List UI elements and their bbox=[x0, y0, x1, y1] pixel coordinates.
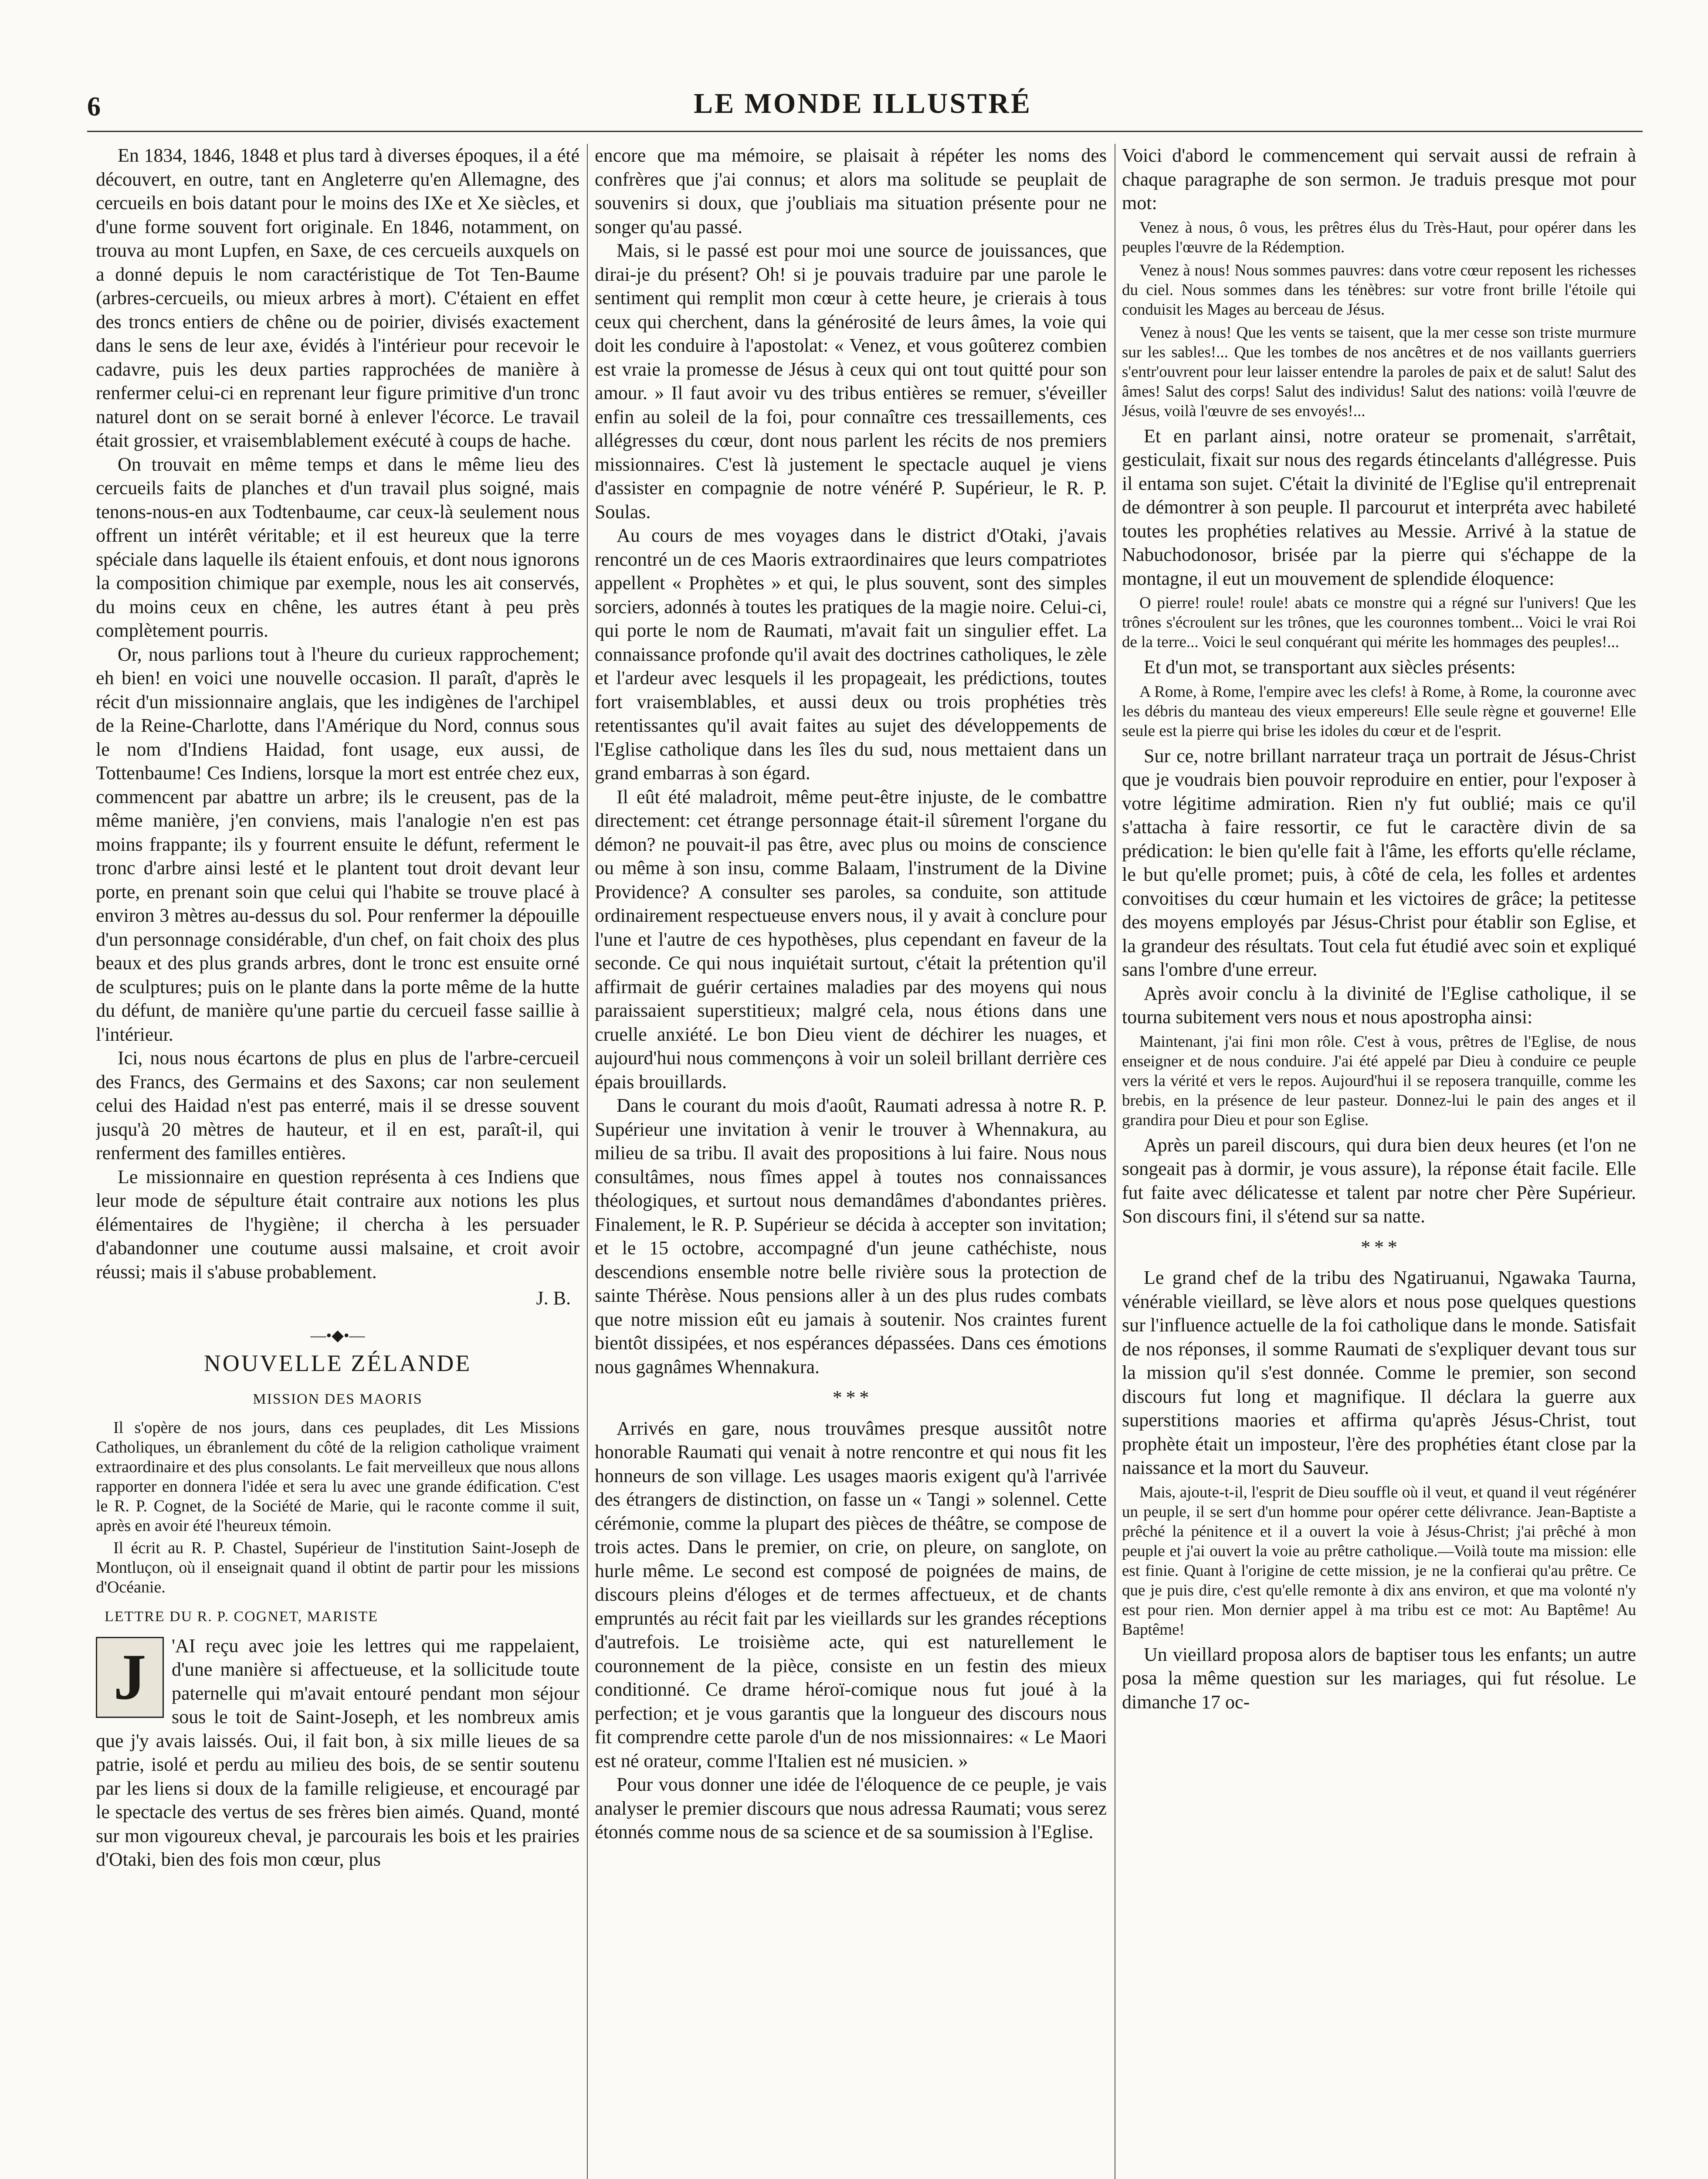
letter-title: LETTRE DU R. P. COGNET, MARISTE bbox=[105, 1609, 379, 1625]
intro-paragraph: Il s'opère de nos jours, dans ces peuplades, dit Les Missions Catholiques, un ébranlement du côté de la religion catholique vraiment extraordinaire et des plus consolants. Le fait merveilleux que nous allons rapporter en donnera l'idée et sera lu avec une grande édification. C'est le R. P. Cognet, de la Société de Marie, qui le raconte comme il suit, après en avoir été l'heureux témoin. bbox=[96, 1419, 580, 1535]
paragraph: Dans le courant du mois d'août, Raumati adressa à notre R. P. Supérieur une invitation à venir le trouver à Whennakura, au milieu de sa tribu. Il avait des propositions à lui faire. Nous nous consultâmes, nous fîmes appel à toutes nos connaissances théologiques, et surtout nous demandâmes d'abondantes prières. Finalement, le R. P. Supérieur se décida à accepter son invitation; et le 15 octobre, accompagné d'un jeune cathéchiste, nous descendions ensemble notre belle rivière sous la protection de sainte Thérèse. Nous pensions aller à un des plus rudes combats que notre mission eût eu jamais à soutenir. Nos craintes furent bientôt dissipées, et nos espérances dépassées. Dans ces émotions nous gagnâmes Whennakura. bbox=[595, 1095, 1107, 1378]
paragraph: Voici d'abord le commencement qui servait aussi de refrain à chaque paragraphe de son sermon. Je traduis presque mot pour mot: bbox=[1122, 145, 1636, 214]
paragraph: Et en parlant ainsi, notre orateur se promenait, s'arrêtait, gesticulait, fixait sur nous des regards étincelants d'allégresse. Puis il entama son sujet. C'était la divinité de l'Eglise qu'il entreprenait de démontrer à son peuple. Il parcourut et interpréta avec habileté toutes les prophéties relatives au Messie. Arrivé à la statue de Nabuchodonosor, brisée par la pierre qui s'échappe de la montagne, il eut un mouvement de splendide éloquence: bbox=[1122, 425, 1636, 589]
paragraph: Sur ce, notre brillant narrateur traça un portrait de Jésus-Christ que je voudrais bien pouvoir reproduire en entier, pour l'exposer à votre légitime admiration. Rien n'y fut oublié; mais ce qu'il s'attacha à faire ressortir, ce fut le caractère divin de sa prédication: le bien qu'elle fait à l'âme, les efforts qu'elle réclame, le but qu'elle promet; puis, à côté de cela, les folles et ardentes convoitises du cœur humain et les victoires de grâce; la petitesse des moyens employés par Jésus-Christ pour établir son Eglise, et la grandeur des résultats. Tout cela fut étudié avec soin et expliqué sans l'ombre d'une erreur. bbox=[1122, 745, 1636, 980]
header-rule bbox=[87, 131, 1643, 132]
paragraph: Un vieillard proposa alors de baptiser tous les enfants; un autre posa la même question sur les mariages, qui fut résolue. Le dimanche 17 oc- bbox=[1122, 1643, 1636, 1713]
page-number: 6 bbox=[87, 92, 101, 122]
subsection-title: MISSION DES MAORIS bbox=[253, 1391, 423, 1407]
section-title: NOUVELLE ZÉLANDE bbox=[203, 1350, 472, 1376]
quotation: Mais, ajoute-t-il, l'esprit de Dieu souffle où il veut, et quand il veut régénérer un peuple, il se sert d'un homme pour opérer cette délivrance. Jean-Baptiste a prêché la pénitence et il a ouvert la voie à Jésus-Christ; j'ai prêché à mon peuple et j'ai ouvert la voie au prêtre catholique.—Voilà toute ma mission: elle est finie. Quant à l'origine de cette mission, je ne la confierai qu'au prêtre. Ce que je puis dire, c'est qu'elle remonte à dix ans environ, et que ma volonté n'y est pour rien. Mon dernier appel à ma tribu est ce mot: Au Baptême! Au Baptême! bbox=[1122, 1483, 1636, 1639]
quotation: Venez à nous! Que les vents se taisent, que la mer cesse son triste murmure sur les sables!... Que les tombes de nos ancêtres et de nos vaillants guerriers s'entr'ouvrent pour leur laisser entendre la paroles de paix et de salut! Salut des âmes! Salut des corps! Salut des individus! Salut des nations: voilà l'œuvre de Jésus, voilà l'œuvre de ses envoyés!... bbox=[1122, 323, 1636, 420]
quotation: O pierre! roule! roule! abats ce monstre qui a régné sur l'univers! Que les trônes s'écroulent sur les trônes, que les couronnes tombent... Voici le vrai Roi de la terre... Voici le seul conquérant qui mérite les hommages des peuples!... bbox=[1122, 594, 1636, 651]
quotation: A Rome, à Rome, l'empire avec les clefs! à Rome, à Rome, la couronne avec les débris du manteau des vieux empereurs! Elle seule règne et gouverne! Elle seule est la pierre qui brise les idoles du cœur et de l'esprit. bbox=[1122, 682, 1636, 740]
paragraph: Or, nous parlions tout à l'heure du curieux rapprochement; eh bien! en voici une nouvelle occasion. Il paraît, d'après le récit d'un missionnaire anglais, que les indigènes de l'archipel de la Reine-Charlotte, dans l'Amérique du Nord, connus sous le nom d'Indiens Haidad, font usage, eux aussi, de Tottenbaume! Ces Indiens, lorsque la mort est entrée chez eux, commencent par abattre un arbre; ils le creusent, pas de la même manière, j'en conviens, mais l'analogie n'en est pas moins frappante; ils y fourrent ensuite le défunt, referment le tronc d'arbre ainsi lesté et le plantent tout droit devant leur porte, en prenant soin que celui qui l'habite se trouve placé à environ 3 mètres au-dessus du sol. Pour renfermer la dépouille d'un personnage considérable, d'un chef, on fait choix des plus beaux et des plus grands arbres, dont le tronc est ensuite orné de sculptures; puis on le plante dans la porte même de la hutte du défunt, de manière qu'une partie du cercueil fasse saillie à l'intérieur. bbox=[96, 643, 580, 1045]
page-header bbox=[87, 87, 1638, 135]
paragraph: Arrivés en gare, nous trouvâmes presque aussitôt notre honorable Raumati qui venait à notre rencontre et qui nous fit les honneurs de son village. Les usages maoris exigent qu'à l'arrivée des étrangers de distinction, on fasse un « Tangi » solennel. Cette cérémonie, comme la plupart des pièces de théâtre, se compose de trois actes. Dans le premier, on crie, on pleure, on sanglote, on hurle même. Le second est composé de poignées de mains, de discours pleins d'éloges et de termes affectueux, et de chants empruntés au récit fait par les vieillards sur les grandes réceptions d'autrefois. Le troisième acte, qui est naturellement le couronnement de la pièce, consiste en un festin des mieux conditionné. Ce drame héroï-comique nous fut joué à la perfection; et je vous garantis que la longueur des discours nous fit comprendre cette parole d'un de nos missionnaires: « Le Maori est né orateur, comme l'Italien est né musicien. » bbox=[595, 1417, 1107, 1772]
quotation: Maintenant, j'ai fini mon rôle. C'est à vous, prêtres de l'Eglise, de nous enseigner et de nous conduire. J'ai été appelé par Dieu à conduire ce peuple vers la vérité et vers le repos. Aujourd'hui il se reposera tranquille, comme les brebis, en la présence de leur pasteur. Donnez-lui le pain des anges et il grandira pour Dieu et pour son Eglise. bbox=[1122, 1032, 1636, 1129]
paragraph: Il eût été maladroit, même peut-être injuste, de le combattre directement: cet étrange personnage était-il sûrement l'organe du démon? ne pouvait-il pas être, avec plus ou moins de conscience ou même à son insu, comme Balaam, l'instrument de la Divine Providence? A consulter ses paroles, sa conduite, son attitude ordinairement respectueuse envers nous, il y avait à conclure pour l'une et l'autre de ces hypothèses, plus cependant en faveur de la seconde. Ce qui nous inquiétait surtout, c'était la prétention qu'il affirmait de guérir certaines maladies par des moyens qui nous paraissaient superstitieux; malgré cela, nous étions dans une cruelle anxiété. Le bon Dieu vient de déchirer les nuages, et aujourd'hui nous commençons à voir un soleil brillant derrière ces épais brouillards. bbox=[595, 786, 1107, 1093]
paragraph: Le missionnaire en question représenta à ces Indiens que leur mode de sépulture était contraire aux notions les plus élémentaires de l'hygiène; il chercha à les persuader d'abandonner une coutume aussi malsaine, et croit avoir réussi; mais il s'abuse probablement. bbox=[96, 1166, 580, 1283]
letter-paragraph: 'AI reçu avec joie les lettres qui me rappelaient, d'une manière si affectueuse, et la sollicitude toute paternelle qui m'avait entouré pendant mon séjour sous le toit de Saint-Joseph, et les nombreux amis que j'y avais laissés. Oui, il fait bon, à six mille lieues de sa patrie, isolé et perdu au milieu des bois, de se sentir soutenu par les liens si doux de la famille religieuse, et encouragé par le spectacle des vertus de ses frères bien aimés. Quand, monté sur mon vigoureux cheval, je parcourais les bois et les prairies d'Otaki, bien des fois mon cœur, plus bbox=[96, 1635, 580, 1870]
column-separator bbox=[587, 144, 588, 2179]
asterism-divider: * * * bbox=[1361, 1236, 1397, 1258]
intro-paragraph: Il écrit au R. P. Chastel, Supérieur de l'institution Saint-Joseph de Montluçon, où il enseignait quand il obtint de partir pour les missions d'Océanie. bbox=[96, 1539, 580, 1596]
paragraph: En 1834, 1846, 1848 et plus tard à diverses époques, il a été découvert, en outre, tant en Angleterre qu'en Allemagne, des cercueils en bois datant pour le moins des IXe et Xe siècles, et d'une forme souvent fort originale. En 1846, notamment, on trouva au mont Lupfen, en Saxe, de ces cercueils auxquels on a donné depuis le nom caractéristique de Tot Ten-Baume (arbres-cercueils, ou mieux arbres à mort). C'étaient en effet des troncs entiers de chêne ou de poirier, divisés exactement dans le sens de leur axe, évidés à l'intérieur pour recevoir le cadavre, puis les deux parties rapprochées de manière à renfermer celui-ci en reprenant leur figure primitive d'un tronc naturel dont on se serait borné à enlever l'écorce. Le travail était grossier, et vraisemblablement exécuté à coups de hache. bbox=[96, 145, 580, 451]
paragraph: Au cours de mes voyages dans le district d'Otaki, j'avais rencontré un de ces Maoris extraordinaires que leurs compatriotes appellent « Prophètes » et qui, le plus souvent, sont des simples sorciers, adonnés à toutes les pratiques de la magie noire. Celui-ci, qui porte le nom de Raumati, m'avait fait un singulier effet. La connaissance profonde qu'il avait des doctrines catholiques, le zèle et l'ardeur avec lesquels il les propageait, les prédictions, toutes fort vraisemblables, et aussi deux ou trois prophéties très retentissantes qu'il avait faites au sujet des développements de l'Eglise catholique dans les îles du sud, nous mettaient dans un grand embarras à son égard. bbox=[595, 525, 1107, 784]
paragraph: Et d'un mot, se transportant aux siècles présents: bbox=[1144, 656, 1516, 678]
ornament-divider: —•◆•— bbox=[310, 1326, 365, 1344]
paragraph: encore que ma mémoire, se plaisait à répéter les noms des confrères que j'ai connus; et alors ma solitude se peuplait de souvenirs si doux, que j'oubliais ma situation présente pour ne songer qu'au passé. bbox=[595, 145, 1107, 238]
asterism-divider: * * * bbox=[832, 1387, 869, 1408]
paragraph: Mais, si le passé est pour moi une source de jouissances, que dirai-je du présent? Oh! si je pouvais traduire par une parole le sentiment qui remplit mon cœur à cette heure, je crierais à tous ceux qui cherchent, dans la générosité de leurs âmes, la voie qui doit les conduire à l'apostolat: « Venez, et vous goûterez combien est vraie la promesse de Jésus à ceux qui ont tout quitté pour son amour. » Il faut avoir vu des tribus entières se remuer, s'éveiller enfin au soleil de la foi, pour connaître ces tressaillements, ces allégresses du cœur, dont nous parlent les récits de nos premiers missionnaires. C'est là justement le spectacle auquel je viens d'assister en compagnie de notre vénéré P. Supérieur, le R. P. Soulas. bbox=[595, 240, 1107, 523]
signature: J. B. bbox=[536, 1287, 571, 1309]
masthead-title: LE MONDE ILLUSTRÉ bbox=[694, 88, 1032, 119]
dropcap-initial: J bbox=[96, 1637, 164, 1718]
quotation: Venez à nous, ô vous, les prêtres élus du Très-Haut, pour opérer dans les peuples l'œuvre de la Rédemption. bbox=[1122, 218, 1636, 256]
paragraph: Pour vous donner une idée de l'éloquence de ce peuple, je vais analyser le premier discours que nous adressa Raumati; vous serez étonnés comme nous de sa science et de sa soumission à l'Eglise. bbox=[595, 1774, 1107, 1843]
paragraph: Ici, nous nous écartons de plus en plus de l'arbre-cercueil des Francs, des Germains et des Saxons; car non seulement celui des Haidad n'est pas enterré, mais il se dresse souvent jusqu'à 20 mètres de hauteur, et il en est, paraît-il, qui renferment des familles entières. bbox=[96, 1047, 580, 1164]
column-2 bbox=[595, 144, 1107, 2179]
column-1 bbox=[96, 144, 580, 2179]
column-3 bbox=[1122, 144, 1636, 2179]
paragraph: Le grand chef de la tribu des Ngatiruanui, Ngawaka Taurna, vénérable vieillard, se lève alors et nous pose quelques questions sur l'influence actuelle de la foi catholique dans le monde. Satisfait de nos réponses, il somme Raumati de s'expliquer devant tous sur la mission qu'il s'est donnée. Comme le premier, son second discours fut long et magnifique. Il déclara la guerre aux superstitions maories et affirma qu'après Jésus-Christ, tout prophète était un imposteur, l'ère des prophéties étant close par la naissance et la mort du Sauveur. bbox=[1122, 1267, 1636, 1478]
paragraph: Après avoir conclu à la divinité de l'Eglise catholique, il se tourna subitement vers nous et nous apostropha ainsi: bbox=[1122, 982, 1636, 1028]
paragraph: Après un pareil discours, qui dura bien deux heures (et l'on ne songeait pas à dormir, je vous assure), la réponse était facile. Elle fut faite avec délicatesse et talent par notre cher Père Supérieur. Son discours fini, il s'étend sur sa natte. bbox=[1122, 1134, 1636, 1227]
paragraph: On trouvait en même temps et dans le même lieu des cercueils faits de planches et d'un travail plus soigné, mais tenons-nous-en aux Todtenbaume, car ceux-là seulement nous offrent un intérêt véritable; et il est heureux que la terre spéciale dans laquelle ils étaient enfouis, et dont nous ignorons la composition chimique par exemple, nous les ait conservés, du moins ceux en chêne, les autres étant à peu près complètement pourris. bbox=[96, 453, 580, 641]
quotation: Venez à nous! Nous sommes pauvres: dans votre cœur reposent les richesses du ciel. Nous sommes dans les ténèbres: sur votre front brille l'étoile qui conduisit les Mages au berceau de Jésus. bbox=[1122, 261, 1636, 319]
